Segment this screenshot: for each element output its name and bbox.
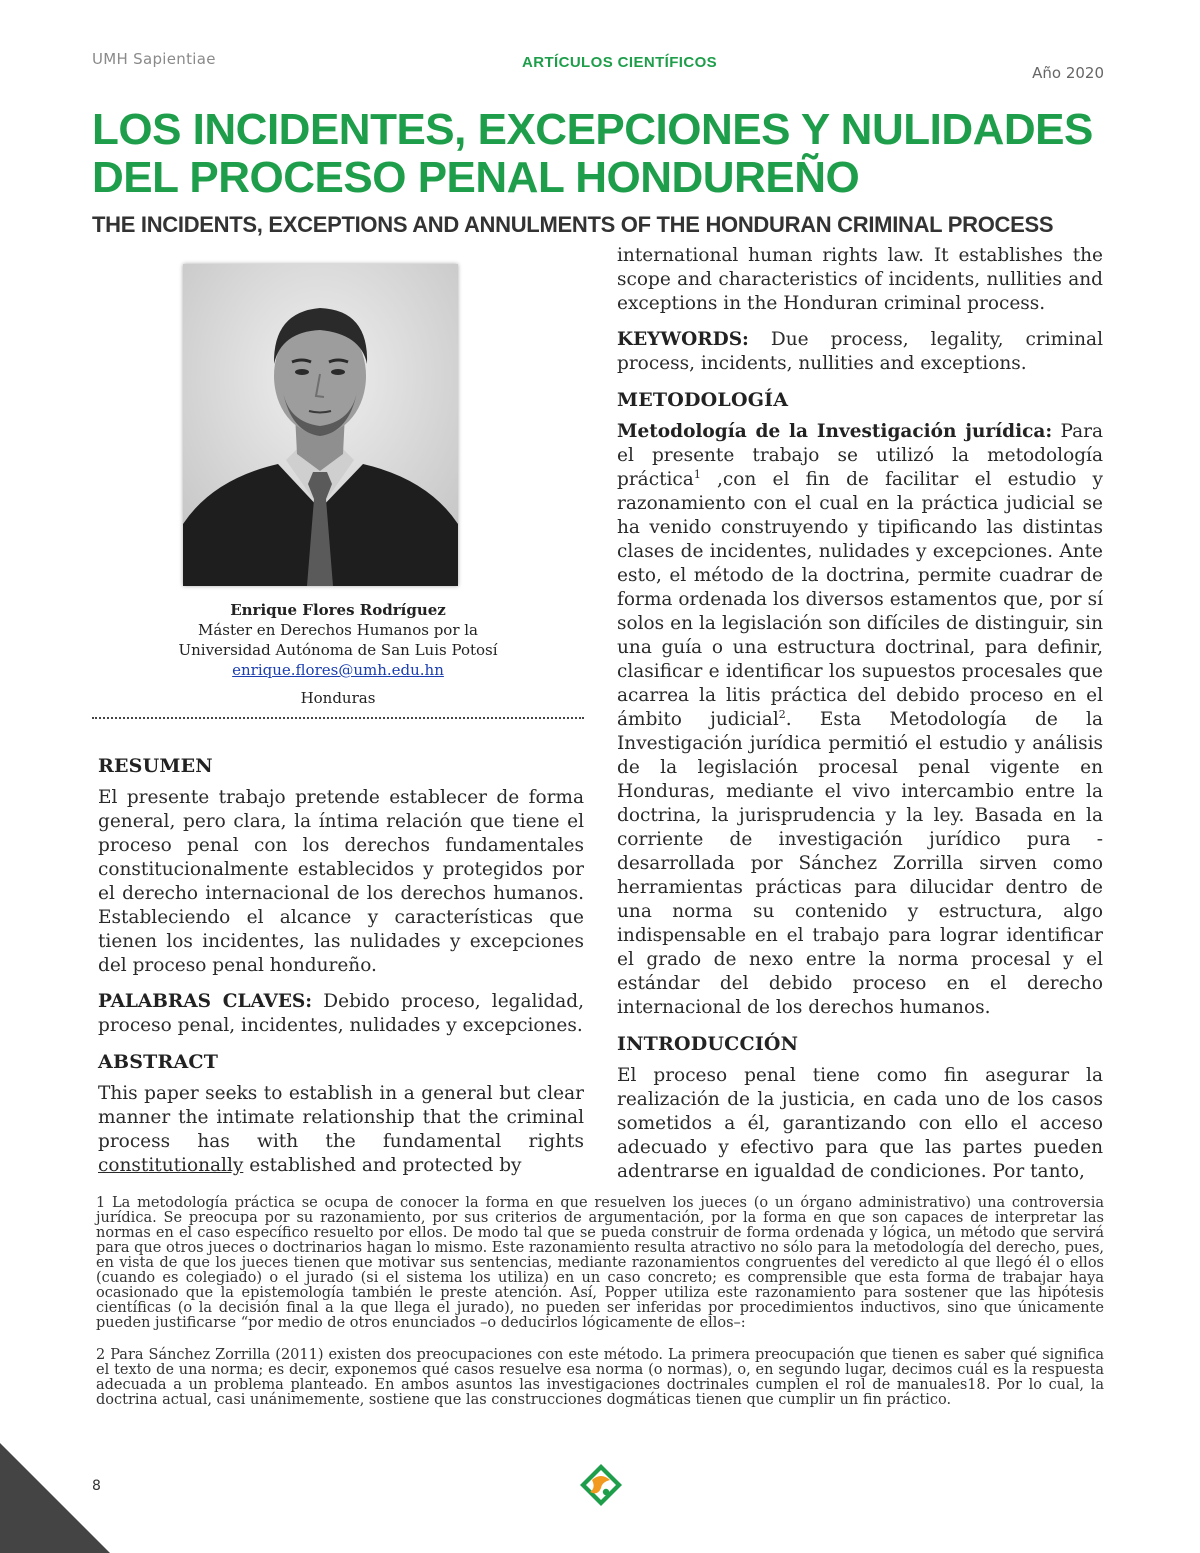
abstract-text-end: established and protected by — [243, 1155, 522, 1176]
right-column — [617, 244, 1103, 1184]
palabras-claves-text: Debido proceso, legalidad, proceso penal, incidentes, nulidades y excepciones. — [98, 991, 584, 1036]
resumen-text: El presente trabajo pretende establecer de forma general, pero clara, la íntima relación que tiene el proceso penal con los derechos fundamentales constitucionalmente establecidos y protegidos por el derecho internacional de los derechos humanos. Estableciendo el alcance y características que tienen los incidentes, las nulidades y excepciones del proceso penal hondureño. — [98, 787, 584, 976]
corner-decoration — [0, 1443, 110, 1553]
palabras-claves-label: PALABRAS CLAVES: — [98, 991, 313, 1012]
footnote-ref-2[interactable]: 2 — [778, 707, 786, 721]
footnote-1: 1 La metodología práctica se ocupa de conocer la forma en que resuelven los jueces (o un órgano administrativo) una controversia jurídica. Se preocupa por su razonamiento, por sus criterios de argumentación, por la forma en que son capaces de interpretar las normas en el caso específico resuelto por ellos. De modo tal que se pueda construir de forma ordenada y lógica, un método que servirá para que otros jueces o doctrinarios hagan lo mismo. Este razonamiento resulta atractivo no sólo para la metodología del derecho, pues, en vista de que los jueces tienen que motivar sus sentencias, mediante razonamientos congruentes del veredicto al que llegó él o ellos (cuando es colegiado) o el jurado (si el sistema los utiliza) en un caso concreto; es comprensible que esta forma de trabajar haya ocasionado que la epistemología también le preste atención. Así, Popper utiliza este razonamiento para sostener que las hipótesis científicas (o la decisión final a la que llega el jurado), no pueden ser inferidas por procedimientos inductivos, sino que únicamente pueden justificarse “por medio de otros enunciados –o deducirlos lógicamente de ellos–: — [96, 1195, 1104, 1331]
article-subtitle: THE INCIDENTS, EXCEPTIONS AND ANNULMENTS OF THE HONDURAN CRIMINAL PROCESS — [92, 212, 1054, 237]
palabras-claves — [98, 990, 584, 1038]
metodologia-heading: METODOLOGÍA — [617, 389, 789, 411]
resumen-heading: RESUMEN — [98, 755, 213, 777]
introduccion-heading: INTRODUCCIÓN — [617, 1033, 799, 1055]
metodologia-text — [617, 420, 1103, 1020]
journal-logo-icon — [578, 1462, 624, 1508]
article-title: LOS INCIDENTES, EXCEPCIONES Y NULIDADES DEL PROCESO PENAL HONDUREÑO — [92, 105, 1093, 202]
portrait-illustration — [183, 264, 458, 586]
keywords-label: KEYWORDS: — [617, 329, 749, 350]
year-label: Año 2020 — [1032, 64, 1104, 82]
author-degree-line2: Universidad Autónoma de San Luis Potosí — [178, 641, 498, 659]
abstract-underlined-word: constitutionally — [98, 1155, 244, 1176]
author-photo — [183, 264, 458, 586]
abstract-continuation: international human rights law. It establishes the scope and characteristics of incidents, nullities and exceptions in the Honduran criminal process. — [617, 245, 1103, 314]
keywords-text: Due process, legality, criminal process, incidents, nullities and exceptions. — [617, 329, 1103, 374]
introduccion-text: El proceso penal tiene como fin asegurar la realización de la justicia, en cada uno de los casos sometidos a él, garantizando con ello el acceso adecuado y efectivo para que las partes pueden adentrarse en igualdad de condiciones. Por tanto, — [617, 1065, 1103, 1182]
author-email-link[interactable]: enrique.flores@umh.edu.hn — [232, 661, 444, 679]
abstract-text — [98, 1082, 584, 1178]
footnote-ref-1[interactable]: 1 — [693, 467, 701, 481]
author-block — [92, 600, 584, 708]
keywords — [617, 328, 1103, 376]
abstract-text-start: This paper seeks to establish in a general but clear manner the intimate relationship that the criminal process has with the fundamental rights — [98, 1083, 584, 1152]
author-name: Enrique Flores Rodríguez — [230, 601, 446, 619]
metodologia-text-b: ,con el fin de facilitar el estudio y razonamiento con el cual en la práctica judicial se ha venido construyendo y tipificando las distintas clases de incidentes, nulidades y excepciones. Ante esto, el método de la doctrina, permite cuadrar de forma ordenada los diversos estamentos que, por sí solos en la legislación son difíciles de distinguir, sin una guía o una estructura doctrinal, para definir, clasificar e identificar los supuestos procesales que acarrea la litis práctica del debido proceso en el ámbito judicial — [617, 469, 1103, 730]
journal-name: UMH Sapientiae — [92, 50, 216, 68]
section-label: ARTÍCULOS CIENTÍFICOS — [522, 54, 718, 71]
logo-mark — [578, 1462, 624, 1508]
left-column — [98, 754, 584, 1178]
section-divider — [92, 717, 584, 719]
author-country: Honduras — [300, 689, 376, 707]
footnote-2: 2 Para Sánchez Zorrilla (2011) existen dos preocupaciones con este método. La primera preocupación que tienen es saber qué significa el texto de una norma; es decir, exponemos qué casos resuelve esa norma (o normas), o, en segundo lugar, decimos cuál es la respuesta adecuada a un problema planteado. En ambos asuntos las investigaciones doctrinales cumplen el rol de manuales18. Por lo cual, la doctrina actual, casi unánimemente, sostiene que las construcciones dogmáticas tienen que cumplir un fin práctico. — [96, 1347, 1104, 1408]
metodologia-bold-lead: Metodología de la Investigación jurídica: — [617, 421, 1053, 442]
metodologia-text-c: . Esta Metodología de la Investigación jurídica permitió el estudio y análisis de la legislación procesal penal vigente en Honduras, mediante el vivo intercambio entre la doctrina, la jurisprudencia y la ley. Basada en la corriente de investigación jurídico pura -desarrollada por Sánchez Zorrilla sirven como herramientas prácticas para dilucidar dentro de una norma su contenido y estructura, algo indispensable en el trabajo para lograr identificar el grado de nexo entre la norma procesal y el estándar del debido proceso en el derecho internacional de los derechos humanos. — [617, 709, 1104, 1018]
abstract-heading: ABSTRACT — [98, 1051, 219, 1073]
page-number: 8 — [92, 1478, 101, 1494]
author-degree-line1: Máster en Derechos Humanos por la — [197, 621, 479, 639]
metodologia-text-a: Para el presente trabajo se utilizó la metodología práctica — [617, 421, 1103, 490]
